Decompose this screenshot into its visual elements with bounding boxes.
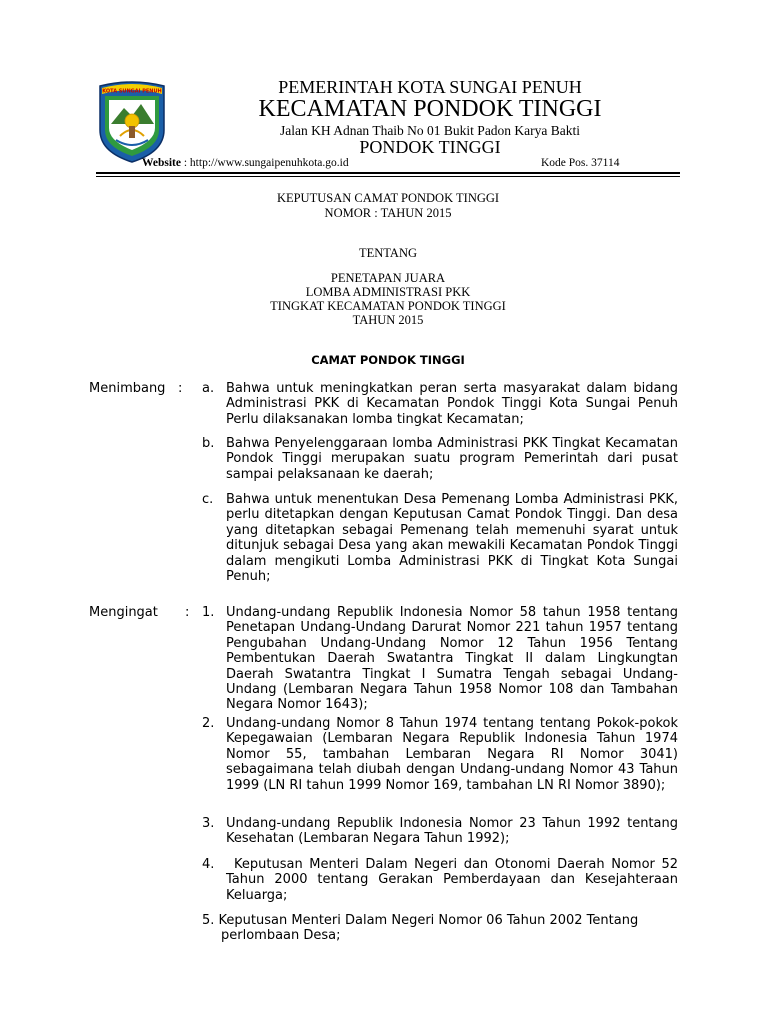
government-name: PEMERINTAH KOTA SUNGAI PENUH [278,77,582,97]
list-item: Undang-undang Republik Indonesia Nomor 23 Tahun 1992 tentang Kesehatan (Lembaran Negara Tahun 1992); [226,816,678,847]
list-item: Bahwa Penyelenggaraan lomba Administrasi PKK Tingkat Kecamatan Pondok Tinggi merupakan suatu program Pemerintah dari pusat sampai pelaksanaan ke daerah; [226,436,678,482]
city-name: PONDOK TINGGI [359,137,501,157]
list-marker: a. [202,381,215,396]
list-marker: c. [202,492,214,507]
subject-line-3: TINGKAT KECAMATAN PONDOK TINGGI [270,299,506,313]
website-label: Website [142,157,181,169]
list-item: Bahwa untuk menentukan Desa Pemenang Lomba Administrasi PKK, perlu ditetapkan dengan Keputusan Camat Pondok Tinggi. Dan desa yang ditetapkan sebagai Pemenang telah memenuhi syarat untuk ditunjuk sebagai Desa yang akan mewakili Kecamatan Pondok Tinggi dalam mengikuti Lomba Administrasi PKK di Tingkat Kota Sungai Penuh; [226,492,678,585]
city-emblem-logo [96,80,168,164]
list-item: Undang-undang Republik Indonesia Nomor 58 tahun 1958 tentang Penetapan Undang-Undang Darurat Nomor 221 tahun 1957 tentang Pengubahan Undang-Undang Nomor 12 Tahun 1956 Tentang Pembentukan Daerah Swatantra Tingkat II dalam Lingkungtan Daerah Swatantra Tingkat I Sumatra Tengah sebagai Undang-Undang (Lembaran Negara Tahun 1958 Nomor 108 dan Tambahan Negara Nomor 1643); [226,605,678,713]
mengingat-colon: : [185,605,190,620]
website-line [142,157,349,169]
list-item: Keputusan Menteri Dalam Negeri dan Otonomi Daerah Nomor 52 Tahun 2000 tentang Gerakan Pemberdayaan dan Kesejahteraan Keluarga; [226,857,678,903]
signatory-heading: CAMAT PONDOK TINGGI [311,353,465,367]
list-item-text: Keputusan Menteri Dalam Negeri Nomor 06 Tahun 2002 Tentang [218,913,639,928]
list-marker: 2. [202,716,215,731]
website-url: : http://www.sungaipenuhkota.go.id [180,157,349,169]
decree-number: NOMOR : TAHUN 2015 [324,206,452,220]
postal-code: Kode Pos. 37114 [541,157,620,169]
list-item-continuation: perlombaan Desa; [221,928,341,944]
letterhead-divider-thick [96,172,680,174]
list-marker: 1. [202,605,215,620]
letterhead-divider-thin [96,176,680,177]
list-item [202,913,678,944]
menimbang-label: Menimbang [89,381,166,396]
mengingat-label: Mengingat [89,605,158,620]
subject-line-1: PENETAPAN JUARA [330,271,446,285]
list-item: Undang-undang Nomor 8 Tahun 1974 tentang tentang Pokok-pokok Kepegawaian (Lembaran Negara Republik Indonesia Tahun 1974 Nomor 55, tambahan Lembaran Negara RI Nomor 3041) sebagaimana telah diubah dengan Undang-undang Nomor 43 Tahun 1999 (LN RI tahun 1999 Nomor 169, tambahan LN RI Nomor 3890); [226,716,678,793]
logo-caption: KOTA SUNGAI PENUH [102,88,162,95]
subject-line-2: LOMBA ADMINISTRASI PKK [305,285,471,299]
decree-title: KEPUTUSAN CAMAT PONDOK TINGGI [276,191,500,205]
list-item: Bahwa untuk meningkatkan peran serta masyarakat dalam bidang Administrasi PKK di Kecamatan Pondok Tinggi Kota Sungai Penuh Perlu dilaksanakan lomba tingkat Kecamatan; [226,381,678,427]
list-marker: 5. [202,913,215,928]
list-marker: 4. [202,857,215,872]
list-marker: 3. [202,816,215,831]
office-address: Jalan KH Adnan Thaib No 01 Bukit Padon Karya Bakti [279,123,581,138]
subject-line-4: TAHUN 2015 [352,313,424,327]
about-heading: TENTANG [358,246,417,260]
list-marker: b. [202,436,215,451]
district-name: KECAMATAN PONDOK TINGGI [258,96,602,122]
menimbang-colon: : [178,381,183,396]
